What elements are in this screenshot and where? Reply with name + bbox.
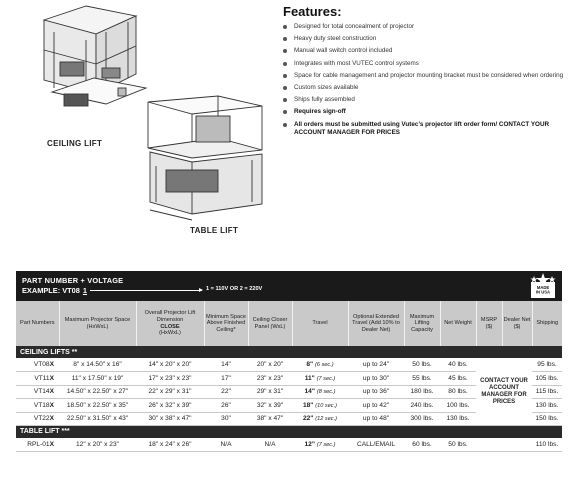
shipping-cell: 115 lbs. (532, 385, 562, 399)
net-weight-cell: 50 lbs. (440, 438, 476, 452)
overall-dimension-cell: 14" x 20" x 20" (136, 358, 204, 372)
capacity-cell: 50 lbs. (404, 358, 440, 372)
travel-seconds: (10 sec.) (315, 402, 338, 409)
table-lift-caption: TABLE LIFT (190, 226, 239, 235)
column-header (136, 301, 204, 346)
column-header (440, 301, 476, 346)
part-number-suffix: X (49, 388, 54, 396)
travel-seconds: (8 sec.) (316, 389, 336, 396)
features-list (283, 23, 579, 138)
travel-cell (292, 399, 348, 413)
max-space-cell: 18.50" x 22.50" x 35" (59, 399, 136, 413)
svg-text:IN USA: IN USA (535, 289, 551, 295)
spec-table-section (16, 271, 562, 452)
travel-value: 22" (302, 415, 314, 423)
part-number-suffix: X (49, 440, 54, 448)
column-header-text: Overall Projector Lift Dimension (144, 310, 196, 323)
bullet-icon (283, 37, 287, 41)
closer-panel-cell: 32" x 39" (248, 399, 292, 413)
feature-text: Ships fully assembled (294, 96, 355, 104)
features-panel (283, 4, 579, 141)
min-space-cell: 22" (204, 385, 248, 399)
travel-seconds: (6 sec.) (314, 362, 334, 368)
min-space-cell: 14" (204, 358, 248, 372)
part-number-cell (16, 412, 59, 426)
travel-cell (292, 438, 348, 452)
net-weight-cell: 100 lbs. (440, 399, 476, 413)
capacity-cell: 55 lbs. (404, 372, 440, 386)
column-header-text: Part Numbers (19, 320, 55, 327)
part-number: VT18 (33, 401, 50, 409)
feature-text: Manual wall switch control included (294, 47, 393, 55)
made-in-usa-badge-icon (528, 272, 558, 300)
part-number: VT22 (33, 415, 50, 423)
feature-text: Custom sizes available (294, 83, 359, 91)
part-number: VT14 (33, 388, 50, 396)
column-header (348, 301, 404, 346)
feature-item (283, 72, 579, 81)
column-header-text: Maximum Lifting Capacity (409, 313, 435, 333)
feature-item (283, 96, 579, 105)
net-weight-cell: 130 lbs. (440, 412, 476, 426)
travel-cell (292, 412, 348, 426)
column-header-text: Dealer Net ($) (503, 316, 531, 330)
feature-text: Space for cable management and projector mounting bracket must be considered when ordering (294, 71, 564, 79)
extended-travel-cell: up to 24" (348, 358, 404, 372)
bullet-icon (283, 86, 287, 90)
travel-seconds: (12 sec.) (315, 416, 338, 423)
section-row (16, 346, 562, 358)
column-header (502, 301, 532, 346)
closer-panel-cell: 29" x 31" (248, 385, 292, 399)
feature-text: Heavy duty steel construction (294, 35, 377, 43)
capacity-cell: 240 lbs. (404, 399, 440, 413)
column-header-bold: CLOSE (160, 323, 180, 330)
svg-text:MADE: MADE (536, 285, 550, 290)
column-header-text: MSRP ($) (480, 316, 498, 330)
column-header-text: Maximum Projector Space (HxWxL) (64, 316, 131, 330)
closer-panel-cell: 38" x 47" (248, 412, 292, 426)
closer-panel-cell: 20" x 20" (248, 358, 292, 372)
part-number-suffix: X (49, 401, 54, 409)
travel-value: 14" (304, 388, 315, 396)
overall-dimension-cell: 17" x 23" x 23" (136, 372, 204, 386)
feature-item (283, 60, 579, 69)
bullet-icon (283, 62, 287, 66)
part-number-suffix: X (49, 415, 54, 423)
column-header (16, 301, 59, 346)
column-header (292, 301, 348, 346)
extended-travel-cell: up to 48" (348, 412, 404, 426)
column-header (248, 301, 292, 346)
max-space-cell: 11" x 17.50" x 19" (59, 372, 136, 386)
column-header-text: Optional Extended Travel (Add 10% to Dealer Net) (352, 313, 400, 333)
shipping-cell: 105 lbs. (532, 372, 562, 386)
closer-panel-cell: N/A (248, 438, 292, 452)
feature-text: All orders must be submitted using Vutec’s projector lift order form/ CONTACT YOUR ACCOUNT MANAGER FOR PRICES (294, 120, 550, 137)
net-weight-cell: 45 lbs. (440, 372, 476, 386)
overall-dimension-cell: 26" x 32" x 39" (136, 399, 204, 413)
bullet-icon (283, 25, 287, 29)
max-space-cell: 22.50" x 31.50" x 43" (59, 412, 136, 426)
column-header (59, 301, 136, 346)
travel-cell (292, 358, 348, 372)
capacity-cell: 180 lbs. (404, 385, 440, 399)
column-header-sub: (HxWxL) (159, 330, 181, 337)
part-number-example-prefix: EXAMPLE: VT08 (22, 286, 80, 295)
travel-value: 12" (304, 440, 315, 448)
min-space-cell: 17" (204, 372, 248, 386)
column-header (476, 301, 502, 346)
travel-value: 8" (306, 361, 314, 368)
bullet-icon (283, 98, 287, 102)
feature-text: Designed for total concealment of projector (294, 23, 415, 30)
table-body (16, 346, 562, 451)
overall-dimension-cell: 30" x 38" x 47" (136, 412, 204, 426)
extended-travel-cell: up to 42" (348, 399, 404, 413)
capacity-cell: 60 lbs. (404, 438, 440, 452)
section-label: TABLE LIFT *** (16, 426, 562, 438)
bullet-icon (283, 49, 287, 53)
shipping-cell: 130 lbs. (532, 399, 562, 413)
column-header (404, 301, 440, 346)
column-header-text: Ceiling Closer Panel (WxL) (252, 316, 288, 330)
net-weight-cell: 40 lbs. (440, 358, 476, 372)
part-number-cell (16, 358, 59, 372)
column-header (204, 301, 248, 346)
part-number: VT08 (33, 361, 50, 368)
table-header-row (16, 301, 562, 346)
net-weight-cell: 80 lbs. (440, 385, 476, 399)
feature-item (283, 84, 579, 93)
feature-text: Integrates with most VUTEC control systems (294, 59, 419, 67)
shipping-cell: 95 lbs. (532, 358, 562, 372)
features-title: Features: (283, 4, 342, 19)
table-lift-illustration (132, 92, 282, 222)
arrow-icon (90, 290, 202, 291)
feature-item (283, 35, 579, 44)
feature-text: Requires sign-off (294, 108, 346, 116)
closer-panel-cell: 23" x 23" (248, 372, 292, 386)
shipping-cell: 150 lbs. (532, 412, 562, 426)
min-space-cell: N/A (204, 438, 248, 452)
column-header (532, 301, 562, 346)
travel-value: 18" (302, 401, 314, 409)
part-number: VT11 (34, 374, 50, 382)
max-space-cell: 8" x 14.50" x 16" (59, 358, 136, 372)
feature-item (283, 23, 579, 32)
spec-table (16, 301, 562, 452)
ceiling-lift-caption: CEILING LIFT (47, 139, 103, 148)
table-row (16, 358, 562, 372)
min-space-cell: 26" (204, 399, 248, 413)
section-label: CEILING LIFTS ** (16, 346, 562, 358)
part-number-cell (16, 372, 59, 386)
travel-value: 11" (304, 374, 315, 382)
part-number-cell (16, 438, 59, 452)
bullet-icon (283, 123, 287, 127)
travel-cell (292, 385, 348, 399)
msrp-cell (476, 438, 502, 452)
bullet-icon (283, 110, 287, 114)
bullet-icon (283, 74, 287, 78)
max-space-cell: 14.50" x 22.50" x 27" (59, 385, 136, 399)
max-space-cell: 12" x 20" x 23" (59, 438, 136, 452)
voltage-note: 1 = 110V OR 2 = 220V (206, 286, 263, 292)
part-number-suffix: X (49, 361, 54, 368)
part-number-suffix: X (49, 374, 54, 382)
extended-travel-cell: up to 36" (348, 385, 404, 399)
travel-seconds: (7 sec.) (316, 375, 336, 382)
travel-cell (292, 372, 348, 386)
feature-item (283, 47, 579, 56)
shipping-cell: 110 lbs. (532, 438, 562, 452)
min-space-cell: 30" (204, 412, 248, 426)
capacity-cell: 300 lbs. (404, 412, 440, 426)
part-number-heading: PART NUMBER + VOLTAGE (22, 276, 124, 285)
column-header-text: Shipping (536, 320, 559, 327)
overall-dimension-cell: 22" x 29" x 31" (136, 385, 204, 399)
feature-item (283, 108, 579, 117)
part-number-example (22, 286, 87, 295)
column-header-text: Net Weight (444, 320, 472, 327)
part-number-cell (16, 385, 59, 399)
part-number-bar (16, 271, 562, 301)
feature-item (283, 121, 579, 138)
overall-dimension-cell: 18" x 24" x 26" (136, 438, 204, 452)
part-number-cell (16, 399, 59, 413)
part-number-example-digit: 1 (82, 286, 88, 295)
column-header-text: Minimum Space Above Finished Ceiling* (205, 313, 247, 333)
part-number: RPL-01 (27, 440, 50, 448)
travel-seconds: (7 sec.) (316, 441, 336, 448)
extended-travel-cell: CALL/EMAIL (348, 438, 404, 452)
extended-travel-cell: up to 30" (348, 372, 404, 386)
section-row (16, 426, 562, 438)
column-header-text: Travel (312, 320, 328, 327)
table-row (16, 438, 562, 452)
contact-account-manager-cell: CONTACT YOUR ACCOUNT MANAGER FOR PRICES (476, 358, 532, 426)
dealer-net-cell (502, 438, 532, 452)
